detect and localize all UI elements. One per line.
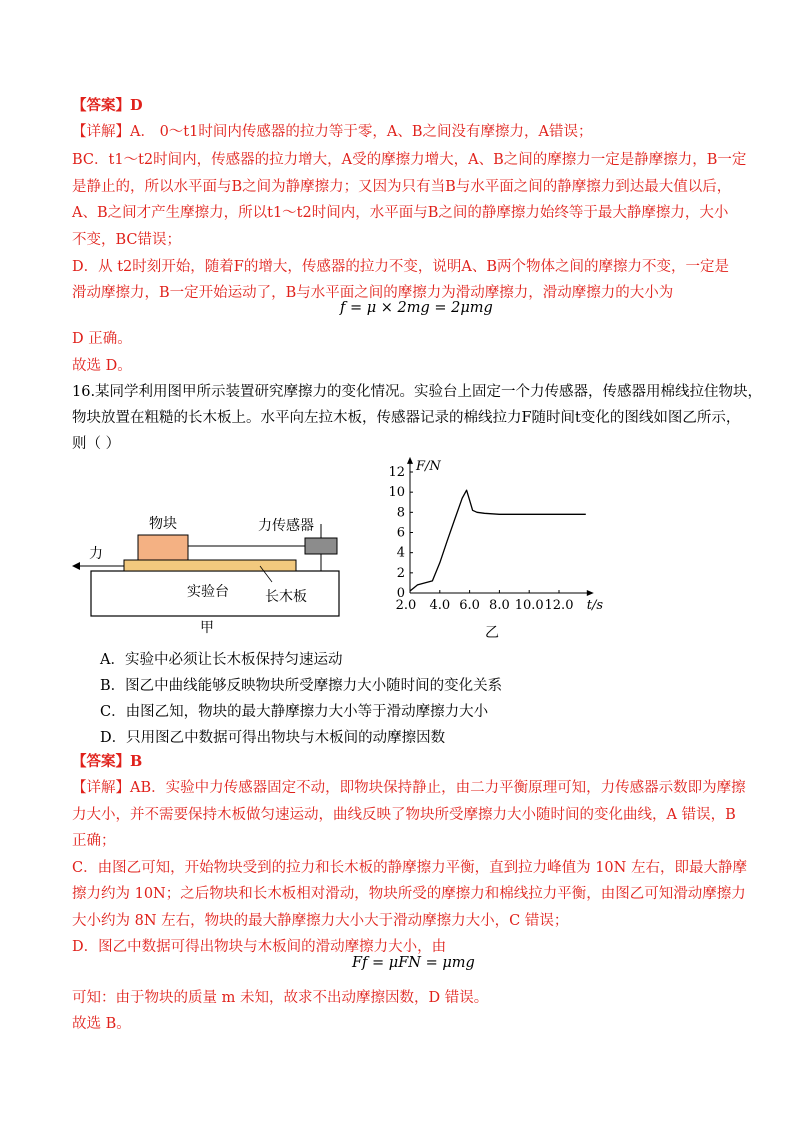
question-stem: 则（ ）: [72, 436, 121, 452]
formula-kinetic-friction: Ff = μFN = μmg: [352, 955, 475, 971]
detail-line: 是静止的，所以水平面与B之间为静摩擦力；又因为只有当B与水平面之间的静摩擦力到达最大值以后，: [72, 179, 732, 195]
x-tick-label: 6.0: [459, 598, 480, 613]
x-tick-label: 12.0: [544, 598, 574, 613]
detail-line: 【详解】AB．实验中力传感器固定不动，即物块保持静止，由二力平衡原理可知，力传感器示数即为摩擦: [72, 780, 746, 796]
force-sensor: [305, 538, 337, 554]
option-d: D．只用图乙中数据可得出物块与木板间的动摩擦因数: [100, 730, 446, 746]
answer-label-2: 【答案】B: [72, 753, 143, 770]
detail-line: A、B之间才产生摩擦力，所以t1～t2时间内，水平面与B之间的静摩擦力始终等于最大静摩擦力，大小: [72, 205, 729, 221]
formula-friction: f = μ × 2mg = 2μmg: [340, 300, 493, 316]
long-board: [124, 560, 296, 571]
option-a: A．实验中必须让长木板保持匀速运动: [100, 652, 343, 668]
y-tick-label: 4: [396, 545, 405, 561]
option-b: B．图乙中曲线能够反映物块所受摩擦力大小随时间的变化关系: [100, 678, 503, 694]
force-curve: [410, 490, 586, 591]
y-tick-label: 6: [396, 525, 405, 541]
y-tick-label: 0: [396, 586, 405, 601]
detail-line: 大小约为 8N 左右，物块的最大静摩擦力大小大于滑动摩擦力大小，C 错误；: [72, 913, 569, 929]
detail-line: 力大小，并不需要保持木板做匀速运动，曲线反映了物块所受摩擦力大小随时间的变化曲线，A 错误，B: [72, 807, 736, 823]
final-answer: 故选 D。: [72, 358, 132, 374]
detail-line: D．从 t2时刻开始，随着F的增大，传感器的拉力不变，说明A、B两个物体之间的摩擦力不变，一定是: [72, 259, 729, 275]
x-axis-label: t/s: [586, 598, 604, 613]
x-tick-label: 2.0: [395, 598, 417, 613]
x-axis-arrow-icon: [587, 590, 594, 596]
conclusion: 可知：由于物块的质量 m 未知，故求不出动摩擦因数，D 错误。: [72, 990, 489, 1006]
label-table: 实验台: [187, 584, 229, 600]
question-stem: 物块放置在粗糙的长木板上。水平向左拉木板，传感器记录的棉线拉力F随时间t变化的图线如图乙所示，: [72, 410, 741, 426]
x-tick-label: 4.0: [429, 598, 451, 613]
detail-line: 正确；: [72, 833, 116, 849]
y-tick-label: 10: [388, 485, 405, 501]
pull-arrow-icon: [72, 562, 80, 570]
label-sensor: 力传感器: [258, 518, 314, 534]
conclusion: D 正确。: [72, 331, 132, 347]
detail-line: 不变，BC错误；: [72, 232, 182, 248]
detail-line: 擦力约为 10N；之后物块和长木板相对滑动，物块所受的摩擦力和棉线拉力平衡，由图乙可知滑动摩擦力: [72, 886, 746, 902]
y-tick-label: 8: [396, 505, 405, 521]
block: [138, 535, 188, 560]
label-force: 力: [89, 546, 103, 562]
x-tick-label: 10.0: [514, 598, 544, 613]
y-tick-label: 12: [388, 465, 405, 480]
final-answer: 故选 B。: [72, 1016, 131, 1032]
label-block: 物块: [149, 516, 177, 532]
detail-line: 滑动摩擦力，B一定开始运动了，B与水平面之间的摩擦力为滑动摩擦力，滑动摩擦力的大小为: [72, 285, 674, 301]
chart-caption: 乙: [484, 625, 499, 641]
option-c: C．由图乙知，物块的最大静摩擦力大小等于滑动摩擦力大小: [100, 704, 489, 720]
x-tick-label: 8.0: [489, 598, 510, 613]
detail-line: 【详解】A． 0～t1时间内传感器的拉力等于零，A、B之间没有摩擦力，A错误；: [72, 124, 593, 140]
answer-label-1: 【答案】D: [72, 97, 143, 114]
caption-a: 甲: [200, 620, 214, 636]
figure-apparatus: [60, 500, 360, 650]
label-board: 长木板: [265, 589, 307, 605]
y-axis-label: F/N: [416, 458, 441, 474]
detail-line: D．图乙中数据可得出物块与木板间的滑动摩擦力大小，由: [72, 939, 447, 955]
detail-line: C．由图乙可知，开始物块受到的拉力和长木板的静摩擦力平衡，直到拉力峰值为 10N 左右，即最大静摩: [72, 860, 747, 876]
y-tick-label: 2: [396, 565, 405, 581]
figure-force-time-chart: [380, 448, 604, 643]
detail-line: BC．t1～t2时间内，传感器的拉力增大，A受的摩擦力增大，A、B之间的摩擦力一定是静摩擦力，B一定: [72, 152, 747, 168]
y-axis-arrow-icon: [407, 457, 413, 464]
question-stem: 16.某同学利用图甲所示装置研究摩擦力的变化情况。实验台上固定一个力传感器，传感器用棉线拉住物块，: [72, 384, 763, 400]
